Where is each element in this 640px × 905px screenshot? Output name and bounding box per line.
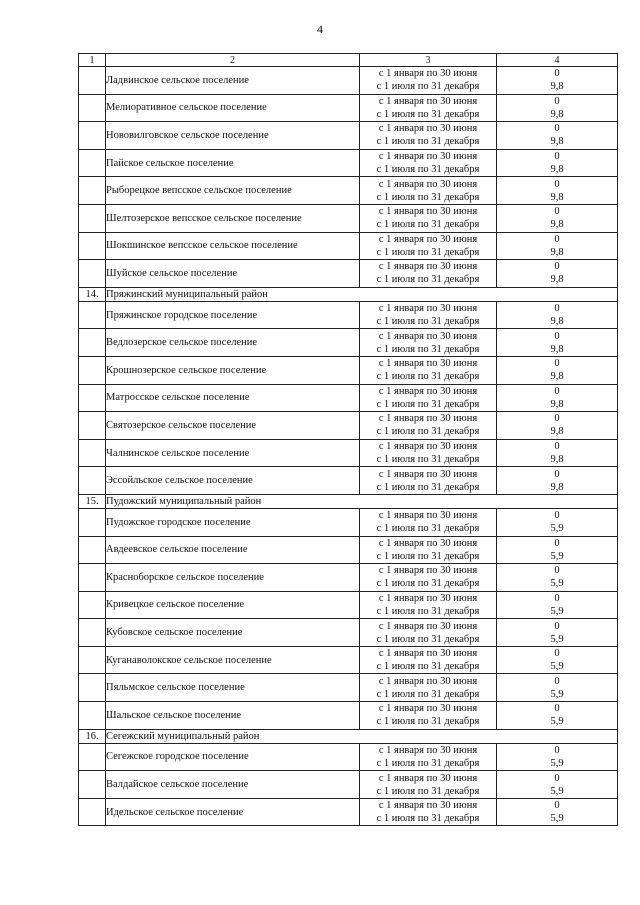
period-first: с 1 января по 30 июня [378,151,478,163]
header-row [79,54,618,67]
table-body [79,67,618,826]
settlement-name: Ладвинское сельское поселение [106,67,360,95]
rate-second: 5,9 [550,578,564,590]
rate-second: 5,9 [550,550,564,562]
table-row [79,674,618,702]
row-number-cell [79,94,106,122]
period-cell [360,564,497,592]
rate-first: 0 [554,675,560,687]
group-name: Пряжинский муниципальный район [106,287,618,301]
settlement-name: Кривецкое сельское поселение [106,591,360,619]
rate-first: 0 [554,592,560,604]
period-second: с 1 июля по 31 декабря [376,785,480,797]
period-first: с 1 января по 30 июня [378,468,478,480]
rate-second: 9,8 [550,81,564,93]
settlement-name: Шальское сельское поселение [106,702,360,730]
rate-first: 0 [554,303,560,315]
rate-first: 0 [554,95,560,107]
settlement-name: Ведлозерское сельское поселение [106,329,360,357]
header-cell-3: 3 [360,54,497,67]
rate-cell [497,743,618,771]
period-cell [360,260,497,288]
rate-first: 0 [554,385,560,397]
period-cell [360,329,497,357]
row-number-cell [79,798,106,826]
rate-first: 0 [554,703,560,715]
settlement-name: Эссойльское сельское поселение [106,467,360,495]
period-second: с 1 июля по 31 декабря [376,633,480,645]
period-first: с 1 января по 30 июня [378,261,478,273]
rate-cell [497,232,618,260]
row-number-cell [79,329,106,357]
period-first: с 1 января по 30 июня [378,703,478,715]
rate-second: 5,9 [550,633,564,645]
table-row [79,301,618,329]
period-second: с 1 июля по 31 декабря [376,481,480,493]
rate-second: 9,8 [550,136,564,148]
table-row [79,591,618,619]
rate-second: 9,8 [550,343,564,355]
rate-cell [497,204,618,232]
row-number-cell [79,646,106,674]
rate-first: 0 [554,565,560,577]
page-number: 4 [317,22,323,36]
settlement-name: Мелиоративное сельское поселение [106,94,360,122]
period-cell [360,646,497,674]
row-number-cell [79,301,106,329]
period-second: с 1 июля по 31 декабря [376,371,480,383]
group-number: 15. [79,494,106,508]
rate-cell [497,646,618,674]
period-second: с 1 июля по 31 декабря [376,757,480,769]
period-second: с 1 июля по 31 декабря [376,454,480,466]
period-first: с 1 января по 30 июня [378,330,478,342]
table-row [79,743,618,771]
period-second: с 1 июля по 31 декабря [376,813,480,825]
period-second: с 1 июля по 31 декабря [376,108,480,120]
period-cell [360,232,497,260]
row-number-cell [79,232,106,260]
settlement-name: Шокшинское вепсское сельское поселение [106,232,360,260]
rate-first: 0 [554,330,560,342]
settlement-name: Святозерское сельское поселение [106,412,360,440]
period-first: с 1 января по 30 июня [378,772,478,784]
rate-second: 9,8 [550,481,564,493]
rate-first: 0 [554,620,560,632]
rate-second: 9,8 [550,219,564,231]
period-second: с 1 июля по 31 декабря [376,661,480,673]
period-second: с 1 июля по 31 декабря [376,523,480,535]
period-second: с 1 июля по 31 декабря [376,219,480,231]
rate-cell [497,439,618,467]
rate-first: 0 [554,178,560,190]
period-first: с 1 января по 30 июня [378,592,478,604]
period-second: с 1 июля по 31 декабря [376,316,480,328]
period-second: с 1 июля по 31 декабря [376,578,480,590]
row-number-cell [79,384,106,412]
rate-first: 0 [554,68,560,80]
row-number-cell [79,702,106,730]
table-row [79,329,618,357]
rate-cell [497,329,618,357]
settlement-name: Рыборецкое вепсское сельское поселение [106,177,360,205]
group-row [79,287,618,301]
table-row [79,798,618,826]
rate-cell [497,260,618,288]
rate-cell [497,674,618,702]
table-row [79,384,618,412]
rate-first: 0 [554,151,560,163]
period-second: с 1 июля по 31 декабря [376,191,480,203]
period-cell [360,384,497,412]
rate-cell [497,564,618,592]
period-cell [360,743,497,771]
period-first: с 1 января по 30 июня [378,510,478,522]
period-cell [360,467,497,495]
rate-first: 0 [554,413,560,425]
rate-cell [497,94,618,122]
settlement-name: Матросское сельское поселение [106,384,360,412]
period-first: с 1 января по 30 июня [378,537,478,549]
table-row [79,94,618,122]
rate-first: 0 [554,233,560,245]
rate-first: 0 [554,261,560,273]
period-first: с 1 января по 30 июня [378,303,478,315]
rate-cell [497,619,618,647]
rate-second: 9,8 [550,274,564,286]
row-number-cell [79,412,106,440]
period-first: с 1 января по 30 июня [378,744,478,756]
rate-first: 0 [554,123,560,135]
rate-second: 5,9 [550,605,564,617]
period-first: с 1 января по 30 июня [378,648,478,660]
table-row [79,122,618,150]
rate-cell [497,356,618,384]
row-number-cell [79,591,106,619]
header-cell-2: 2 [106,54,360,67]
rate-cell [497,771,618,799]
period-second: с 1 июля по 31 декабря [376,605,480,617]
rate-cell [497,67,618,95]
row-number-cell [79,564,106,592]
settlement-name: Нововилговское сельское поселение [106,122,360,150]
rate-cell [497,149,618,177]
period-first: с 1 января по 30 июня [378,385,478,397]
period-first: с 1 января по 30 июня [378,675,478,687]
rate-second: 5,9 [550,523,564,535]
table-row [79,260,618,288]
header-cell-1: 1 [79,54,106,67]
row-number-cell [79,204,106,232]
row-number-cell [79,619,106,647]
period-cell [360,204,497,232]
rate-second: 5,9 [550,716,564,728]
period-cell [360,674,497,702]
rate-second: 5,9 [550,785,564,797]
header-cell-4: 4 [497,54,618,67]
settlement-name: Красноборское сельское поселение [106,564,360,592]
rate-first: 0 [554,800,560,812]
row-number-cell [79,260,106,288]
settlement-name: Авдеевское сельское поселение [106,536,360,564]
settlement-name: Куганаволокское сельское поселение [106,646,360,674]
table-row [79,149,618,177]
rate-second: 9,8 [550,316,564,328]
table-row [79,356,618,384]
rate-cell [497,177,618,205]
row-number-cell [79,674,106,702]
rate-first: 0 [554,537,560,549]
group-name: Сегежский муниципальный район [106,729,618,743]
row-number-cell [79,467,106,495]
rate-second: 5,9 [550,688,564,700]
settlement-name: Пяльмское сельское поселение [106,674,360,702]
period-second: с 1 июля по 31 декабря [376,343,480,355]
rate-first: 0 [554,772,560,784]
rate-second: 9,8 [550,426,564,438]
rate-first: 0 [554,744,560,756]
table-row [79,619,618,647]
period-second: с 1 июля по 31 декабря [376,81,480,93]
tariff-table [78,53,618,826]
group-row [79,729,618,743]
period-second: с 1 июля по 31 декабря [376,550,480,562]
period-cell [360,536,497,564]
row-number-cell [79,177,106,205]
settlement-name: Чалнинское сельское поселение [106,439,360,467]
period-first: с 1 января по 30 июня [378,233,478,245]
rate-second: 5,9 [550,661,564,673]
rate-cell [497,122,618,150]
row-number-cell [79,508,106,536]
rate-first: 0 [554,358,560,370]
rate-cell [497,412,618,440]
period-first: с 1 января по 30 июня [378,95,478,107]
settlement-name: Сегежское городское поселение [106,743,360,771]
period-cell [360,439,497,467]
settlement-name: Идельское сельское поселение [106,798,360,826]
period-cell [360,771,497,799]
row-number-cell [79,67,106,95]
rate-cell [497,591,618,619]
table-row [79,536,618,564]
table-row [79,232,618,260]
table-row [79,412,618,440]
rate-second: 9,8 [550,108,564,120]
period-first: с 1 января по 30 июня [378,358,478,370]
period-cell [360,177,497,205]
period-cell [360,412,497,440]
table-row [79,439,618,467]
rate-second: 9,8 [550,371,564,383]
period-first: с 1 января по 30 июня [378,123,478,135]
table-row [79,467,618,495]
rate-cell [497,508,618,536]
period-second: с 1 июля по 31 декабря [376,716,480,728]
rate-cell [497,702,618,730]
period-first: с 1 января по 30 июня [378,800,478,812]
period-cell [360,67,497,95]
period-first: с 1 января по 30 июня [378,620,478,632]
row-number-cell [79,439,106,467]
period-second: с 1 июля по 31 декабря [376,136,480,148]
settlement-name: Пряжинское городское поселение [106,301,360,329]
table-row [79,508,618,536]
rate-second: 9,8 [550,246,564,258]
row-number-cell [79,356,106,384]
row-number-cell [79,122,106,150]
period-second: с 1 июля по 31 декабря [376,398,480,410]
settlement-name: Шуйское сельское поселение [106,260,360,288]
period-cell [360,356,497,384]
settlement-name: Валдайское сельское поселение [106,771,360,799]
period-cell [360,94,497,122]
period-cell [360,702,497,730]
group-number: 14. [79,287,106,301]
table-row [79,67,618,95]
period-first: с 1 января по 30 июня [378,565,478,577]
period-second: с 1 июля по 31 декабря [376,164,480,176]
period-second: с 1 июля по 31 декабря [376,246,480,258]
rate-second: 9,8 [550,398,564,410]
period-cell [360,798,497,826]
settlement-name: Кубовское сельское поселение [106,619,360,647]
table-row [79,702,618,730]
table-row [79,564,618,592]
group-row [79,494,618,508]
period-cell [360,122,497,150]
period-cell [360,301,497,329]
settlement-name: Пудожское городское поселение [106,508,360,536]
rate-second: 9,8 [550,191,564,203]
period-first: с 1 января по 30 июня [378,413,478,425]
group-name: Пудожский муниципальный район [106,494,618,508]
period-second: с 1 июля по 31 декабря [376,274,480,286]
period-first: с 1 января по 30 июня [378,178,478,190]
period-second: с 1 июля по 31 декабря [376,688,480,700]
period-cell [360,591,497,619]
period-cell [360,149,497,177]
rate-second: 5,9 [550,757,564,769]
rate-second: 5,9 [550,813,564,825]
rate-first: 0 [554,648,560,660]
rate-first: 0 [554,468,560,480]
table-row [79,646,618,674]
rate-cell [497,384,618,412]
rate-first: 0 [554,206,560,218]
rate-cell [497,467,618,495]
row-number-cell [79,743,106,771]
settlement-name: Шелтозерское вепсское сельское поселение [106,204,360,232]
settlement-name: Пайское сельское поселение [106,149,360,177]
period-cell [360,619,497,647]
rate-first: 0 [554,510,560,522]
period-first: с 1 января по 30 июня [378,206,478,218]
group-number: 16. [79,729,106,743]
period-first: с 1 января по 30 июня [378,68,478,80]
rate-cell [497,301,618,329]
row-number-cell [79,149,106,177]
rate-second: 9,8 [550,454,564,466]
table-row [79,177,618,205]
period-cell [360,508,497,536]
rate-second: 9,8 [550,164,564,176]
table-row [79,204,618,232]
row-number-cell [79,536,106,564]
settlement-name: Крошнозерское сельское поселение [106,356,360,384]
table-row [79,771,618,799]
period-second: с 1 июля по 31 декабря [376,426,480,438]
period-first: с 1 января по 30 июня [378,441,478,453]
rate-first: 0 [554,441,560,453]
rate-cell [497,798,618,826]
row-number-cell [79,771,106,799]
rate-cell [497,536,618,564]
